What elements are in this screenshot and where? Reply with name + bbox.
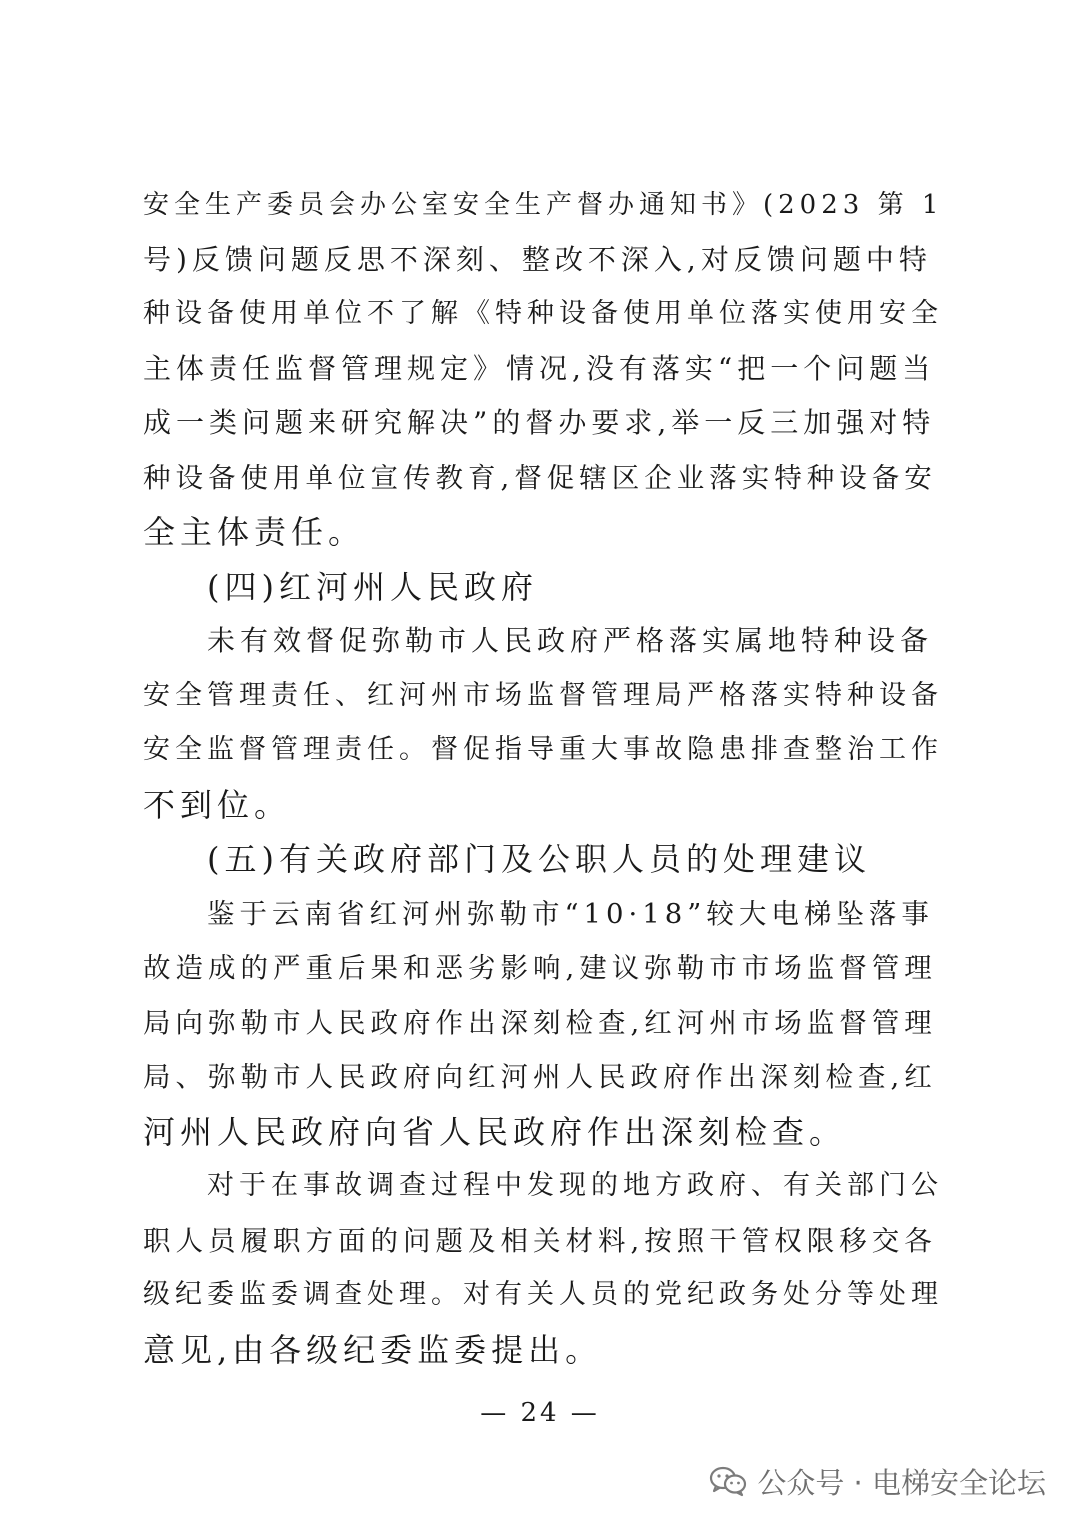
text-line: 级纪委监委调查处理。对有关人员的党纪政务处分等处理 — [143, 1279, 943, 1310]
text-line: 职人员履职方面的问题及相关材料,按照干管权限移交各 — [143, 1224, 937, 1257]
text-line: 安全监督管理责任。督促指导重大事故隐患排查整治工作 — [143, 734, 943, 765]
text-line: 未有效督促弥勒市人民政府严格落实属地特种设备 — [207, 624, 934, 657]
text-line: 安全生产委员会办公室安全生产督办通知书》(2023 第 1 — [143, 190, 944, 220]
watermark — [709, 1461, 1046, 1501]
text-line: 对于在事故调查过程中发现的地方政府、有关部门公 — [207, 1170, 943, 1201]
text-line: 安全管理责任、红河州市场监督管理局严格落实特种设备 — [143, 679, 943, 711]
text-line: 鉴于云南省红河州弥勒市“10·18”较大电梯坠落事 — [207, 897, 934, 930]
text-line: 主体责任监督管理规定》情况,没有落实“把一个问题当 — [143, 351, 936, 385]
wechat-icon — [709, 1465, 747, 1497]
document-body — [143, 178, 943, 1377]
text-line: (四)红河州人民政府 — [207, 567, 538, 606]
text-line: 种设备使用单位不了解《特种设备使用单位落实使用安全 — [143, 298, 943, 329]
text-line: 成一类问题来研究解决”的督办要求,举一反三加强对特 — [143, 406, 936, 439]
text-line: 河州人民政府向省人民政府作出深刻检查。 — [143, 1112, 847, 1151]
text-line: 故造成的严重后果和恶劣影响,建议弥勒市市场监督管理 — [143, 952, 937, 984]
page-number: — 24 — — [480, 1398, 600, 1428]
text-line: 种设备使用单位宣传教育,督促辖区企业落实特种设备安 — [143, 461, 937, 494]
text-line: 局、弥勒市人民政府向红河州人民政府作出深刻检查,红 — [143, 1061, 937, 1093]
watermark-text: 公众号 · 电梯安全论坛 — [757, 1465, 1046, 1500]
text-line: 全主体责任。 — [143, 513, 366, 551]
text-line: 号)反馈问题反思不深刻、整改不深入,对反馈问题中特 — [143, 242, 932, 276]
text-line: 意见,由各级纪委监委提出。 — [143, 1330, 603, 1369]
text-line: 不到位。 — [143, 785, 292, 824]
text-line: (五)有关政府部门及公职人员的处理建议 — [207, 840, 871, 878]
text-line: 局向弥勒市人民政府作出深刻检查,红河州市场监督管理 — [143, 1006, 937, 1039]
